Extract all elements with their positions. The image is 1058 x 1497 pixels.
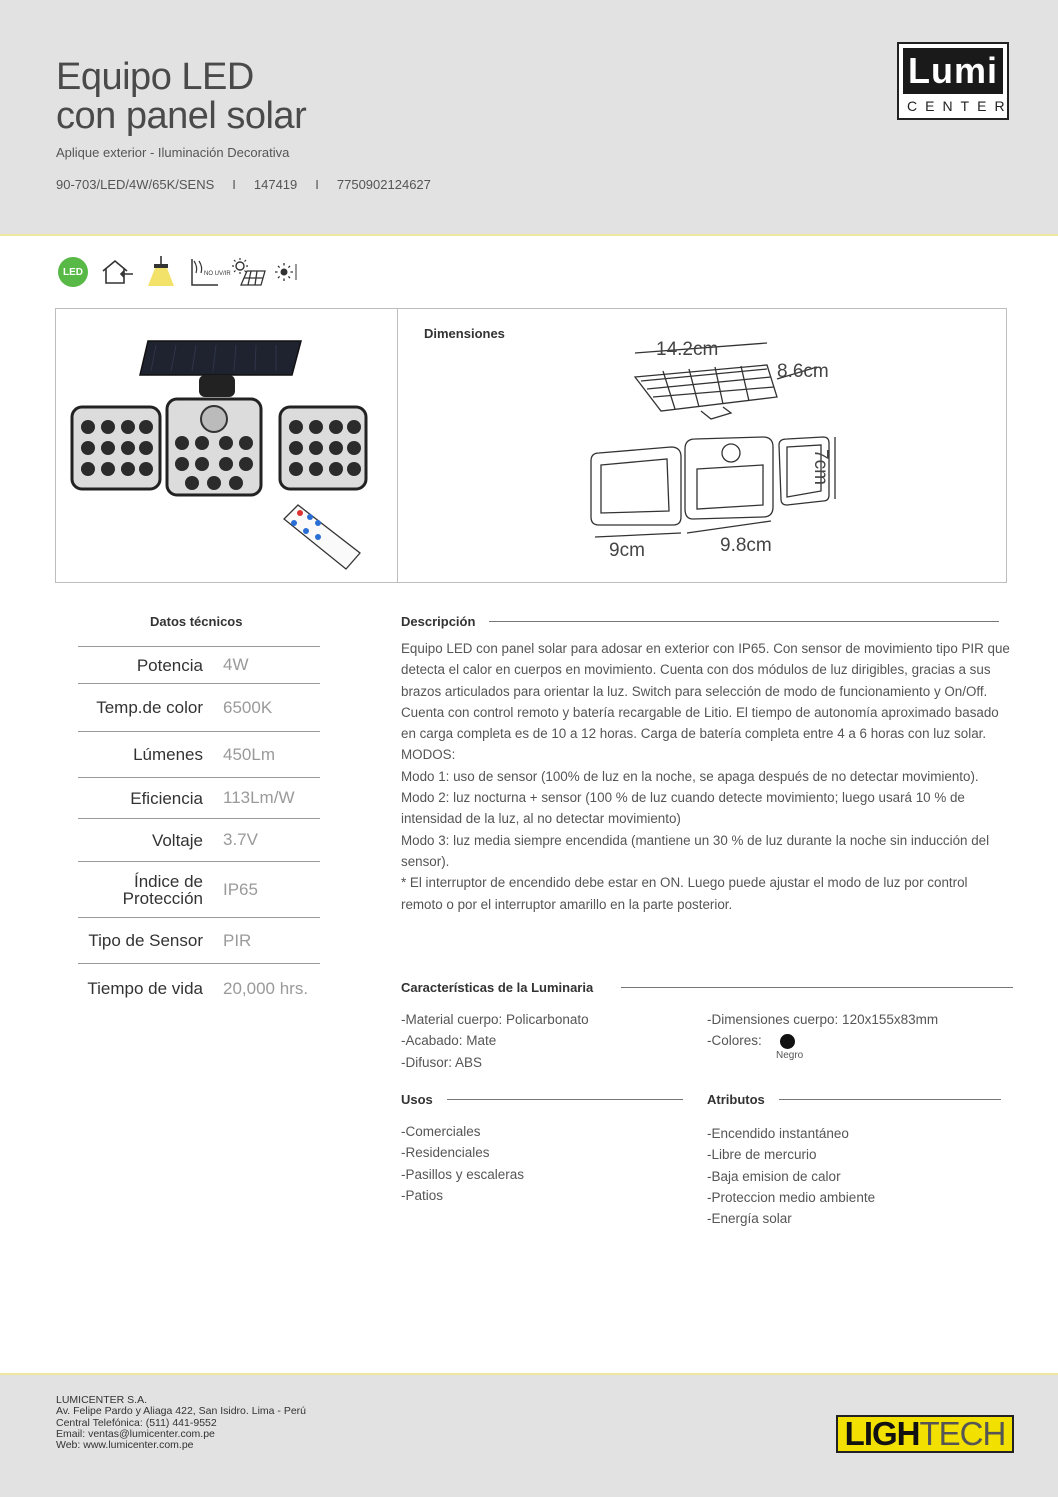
lightech-logo — [836, 1415, 1014, 1453]
product-image-box — [55, 308, 1007, 583]
separator: I — [315, 177, 319, 192]
list-item: -Energía solar — [707, 1211, 792, 1227]
description-paragraph: * El interruptor de encendido debe estar en ON. Luego puede ajustar el modo de luz por control remoto o por el interruptor amarillo en la parte posterior. — [401, 875, 968, 912]
tech-value: 4W — [223, 655, 249, 674]
tech-key: Voltaje — [151, 830, 203, 850]
footer — [0, 1373, 1058, 1497]
colors-label: -Colores: — [707, 1033, 762, 1049]
usos-list — [401, 1121, 524, 1206]
usos-heading-text: Usos — [401, 1092, 433, 1107]
divider — [489, 621, 999, 622]
tech-key: Tipo de Sensor — [88, 931, 203, 950]
dim-side: 9cm — [609, 540, 645, 561]
tech-heading-text: Datos técnicos — [150, 614, 243, 629]
description-paragraph: Modo 3: luz media siempre encendida (mantiene un 30 % de luz durante la noche sin inducción del sensor). — [401, 832, 990, 869]
tech-value: 450Lm — [223, 744, 275, 764]
list-item: -Patios — [401, 1187, 444, 1203]
divider — [779, 1099, 1001, 1100]
day-night-icon — [276, 255, 310, 289]
tech-value: 20,000 hrs. — [223, 978, 309, 998]
description-paragraph: MODOS: — [401, 747, 456, 763]
features-heading-text: Características de la Luminaria — [401, 980, 594, 995]
list-item: -Acabado: Mate — [401, 1033, 497, 1049]
features-right-list — [707, 1009, 938, 1052]
tech-value: 3.7V — [223, 830, 258, 849]
tech-key: Índice de Protección — [122, 871, 203, 908]
lumicenter-logo — [897, 42, 1013, 120]
tech-key: Temp.de color — [96, 698, 203, 717]
description-paragraph: Modo 1: uso de sensor (100% de luz en la noche, se apaga después de no detectar movimiento). — [401, 768, 979, 784]
company-phone: Central Telefónica: (511) 441-9552 — [56, 1416, 217, 1429]
description-body — [401, 638, 1011, 915]
dim-panel-depth: 8.6cm — [777, 361, 829, 382]
tech-key: Potencia — [136, 655, 203, 675]
tech-row — [78, 818, 320, 861]
tech-row — [78, 777, 320, 818]
tech-row — [78, 646, 320, 683]
atributos-heading-text: Atributos — [707, 1092, 765, 1107]
company-name: LUMICENTER S.A. — [56, 1394, 148, 1406]
page-title — [56, 58, 306, 136]
usos-heading — [401, 1092, 683, 1107]
color-swatch-black — [780, 1034, 795, 1049]
colors-row — [707, 1030, 938, 1051]
tech-key: Tiempo de vida — [87, 979, 203, 998]
subtitle: Aplique exterior - Iluminación Decorativa — [56, 145, 290, 160]
lightech-logo-part-b: TECH — [919, 1415, 1006, 1452]
feature-icons — [56, 255, 310, 289]
dim-panel-width: 14.2cm — [656, 339, 719, 360]
product-codes — [56, 177, 431, 192]
list-item: -Material cuerpo: Policarbonato — [401, 1012, 589, 1027]
product-barcode: 7750902124627 — [336, 177, 431, 192]
tech-value: 113Lm/W — [223, 788, 295, 807]
no-uv-icon-label: NO UV/IR — [204, 271, 231, 277]
company-address: Av. Felipe Pardo y Aliaga 422, San Isidro. Lima - Perú — [56, 1405, 306, 1418]
divider — [447, 1099, 683, 1100]
tech-row — [78, 861, 320, 917]
logo-top-text: Lumi — [903, 48, 1003, 94]
list-item: -Pasillos y escaleras — [401, 1166, 525, 1182]
title-line-1: Equipo LED — [56, 56, 254, 98]
color-name: Negro — [776, 1050, 804, 1061]
list-item: -Dimensiones cuerpo: 120x155x83mm — [707, 1012, 939, 1027]
tech-value: PIR — [223, 930, 252, 950]
description-heading-text: Descripción — [401, 614, 476, 629]
dimensions-label: Dimensiones — [424, 326, 505, 341]
atributos-list — [707, 1123, 875, 1229]
solar-panel-icon — [232, 255, 266, 289]
features-heading — [401, 980, 1013, 995]
list-item: -Comerciales — [401, 1124, 481, 1139]
tech-value: 6500K — [223, 697, 273, 717]
description-paragraph: Equipo LED con panel solar para adosar en exterior con IP65. Con sensor de movimiento tipo PIR que detecta el calor en cuerpos en movimiento. Cuenta con dos módulos de luz dirigibles, gracias a sus brazos articulados para orientar la luz. Switch para selección de modo de funcionamiento y On/Off. Cuenta con control remoto y batería recargable de Litio. El tiempo de autonomía aproximado basado en carga completa es de 10 a 12 horas. Carga de batería completa entre 4 a 6 horas con luz solar. — [401, 641, 1010, 742]
tech-key: Eficiencia — [130, 788, 203, 808]
title-line-2: con panel solar — [56, 95, 307, 137]
led-icon-label: LED — [58, 257, 88, 287]
header — [0, 0, 1058, 236]
dim-height: 7cm — [810, 449, 831, 485]
tech-value: IP65 — [223, 879, 258, 899]
product-photo — [56, 309, 397, 582]
outdoor-house-icon — [100, 255, 134, 289]
divider — [621, 987, 1013, 988]
dim-center: 9.8cm — [720, 535, 772, 556]
company-email: Email: ventas@lumicenter.com.pe — [56, 1427, 215, 1440]
company-info — [56, 1395, 306, 1451]
pendant-light-icon — [144, 255, 178, 289]
list-item: -Difusor: ABS — [401, 1054, 483, 1070]
list-item: -Baja emision de calor — [707, 1168, 841, 1184]
tech-row — [78, 917, 320, 963]
list-item: -Residenciales — [401, 1145, 490, 1161]
description-paragraph: Modo 2: luz nocturna + sensor (100 % de luz cuando detecte movimiento; luego usará 10 % de intensidad de la luz, al no detectar movimiento) — [401, 790, 965, 827]
description-heading — [401, 614, 999, 629]
product-sku: 147419 — [253, 177, 298, 192]
product-code: 90-703/LED/4W/65K/SENS — [56, 177, 215, 192]
features-left-list — [401, 1009, 589, 1073]
tech-row — [78, 683, 320, 731]
list-item: -Libre de mercurio — [707, 1147, 817, 1163]
separator: I — [232, 177, 236, 192]
led-icon — [56, 255, 90, 289]
company-web: Web: www.lumicenter.com.pe — [56, 1439, 194, 1452]
tech-row — [78, 963, 320, 1013]
list-item: -Proteccion medio ambiente — [707, 1189, 876, 1205]
tech-table — [78, 646, 320, 1013]
lightech-logo-part-a: LIGH — [844, 1415, 920, 1452]
logo-bottom-text: CENTER — [907, 98, 1013, 114]
list-item: -Encendido instantáneo — [707, 1126, 849, 1141]
tech-key: Lúmenes — [133, 745, 203, 764]
no-uv-icon — [188, 255, 231, 289]
tech-heading — [150, 614, 242, 629]
tech-row — [78, 731, 320, 777]
image-divider — [397, 309, 398, 582]
atributos-heading — [707, 1092, 1001, 1107]
